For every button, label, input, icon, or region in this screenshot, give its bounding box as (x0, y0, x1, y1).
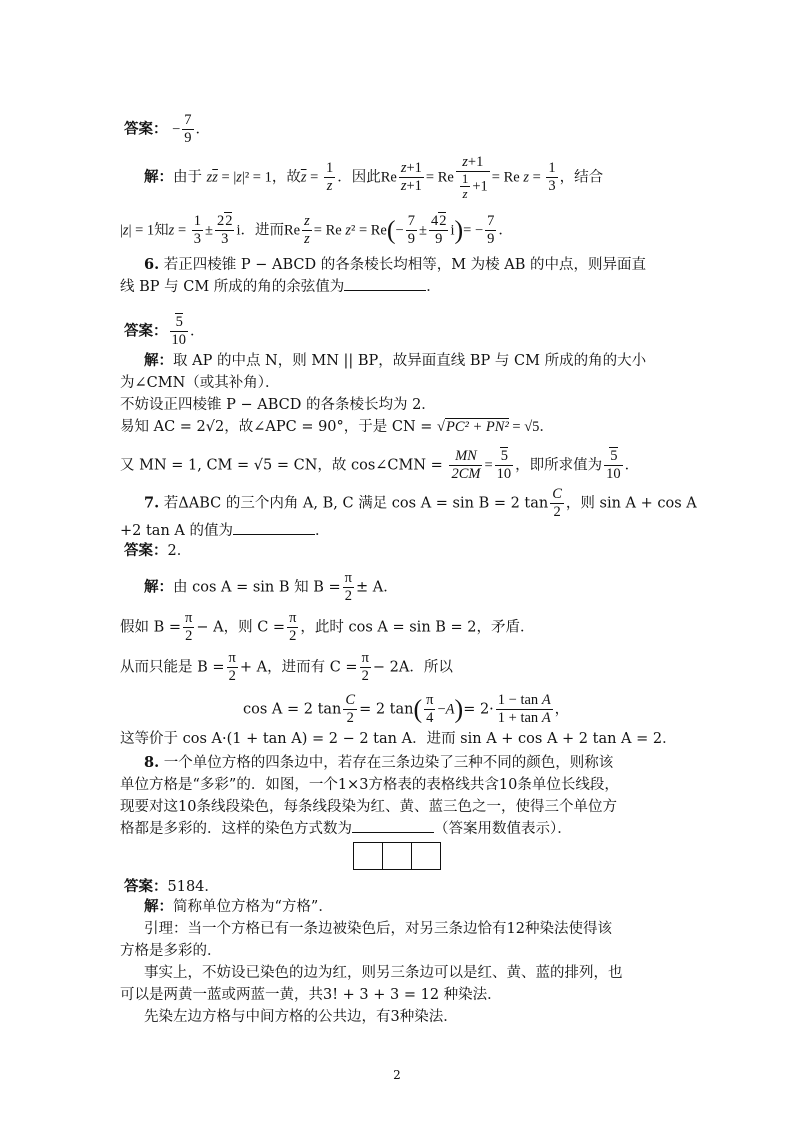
q6-answer-fraction: $\frac{5}{10}$ (171, 314, 186, 348)
answer-label: 答案： (124, 120, 168, 138)
q6-solution-line4: 易知 AC = 2√2，故∠APC = 90°，于是 CN = √PC² + PN² = √5． (120, 419, 554, 435)
q8-solution-line5: 可以是两黄一蓝或两蓝一黄，共3! + 3 + 3 = 12 种染法． (120, 987, 502, 1003)
q8-solution-line2: 引理：当一个方格已有一条边被染色后，对另三条边恰有12种染法使得该 (144, 921, 612, 937)
page-number: 2 (393, 1068, 401, 1082)
unit-square (382, 842, 412, 870)
q7-stem-line1: 7. 若ΔABC 的三个内角 A, B, C 满足 cos A = sin B = 2 tan $\frac{C}{2}$ ，则 sin A + cos A (144, 486, 697, 520)
unit-square (411, 842, 441, 870)
q7-solution-line3: 从而只能是 B = $\frac{\pi}{2}$ + A，进而有 C = $\frac{\pi}{2}$ − 2A．所以 (120, 650, 453, 684)
q7-stem-line2: +2 tan A 的值为 ． (120, 520, 329, 542)
q6-solution-line5: 又 MN = 1, CM = √5 = CN，故 cos∠CMN = $\frac{MN}{2CM}$ = $\frac{5}{10}$ ，即所求值为 $\frac{5}{10}$ ． (120, 448, 640, 482)
q6-stem-line2: 线 BP 与 CM 所成的角的余弦值为 ． (120, 276, 441, 298)
q6-answer: 答案： $\frac{5}{10}$ ． (124, 314, 205, 348)
q6-solution-line3: 不妨设正四棱锥 P − ABCD 的各条棱长均为 2． (120, 397, 436, 413)
q8-solution-line4: 事实上，不妨设已染色的边为红，则另三条边可以是红、黄、蓝的排列，也 (144, 965, 623, 981)
q7-solution-line2: 假如 B = $\frac{\pi}{2}$ − A，则 C = $\frac{\pi}{2}$ ，此时 cos A = sin B = 2，矛盾． (120, 610, 535, 644)
q5-solution-line1: 解：由于 $z\overline{z} = |z|^2 = 1$，故$\overline{z}$ = $\frac{1}{z}$ ．因此Re $\frac{z+1}{\overline{z}+1}$ = Re z+1 $\frac{1}{z}$ +1 = Re z = $\frac{1}{3}$ ，结合 (144, 154, 604, 201)
q8-stem-line1: 8. 一个单位方格的四条边中，若存在三条边染了三种不同的颜色，则称该 (144, 754, 614, 771)
q7-solution-line5: 这等价于 cos A·(1 + tan A) = 2 − 2 tan A．进而 sin A + cos A + 2 tan A = 2． (120, 731, 677, 747)
q8-stem-line3: 现要对这10条线段染色，每条线段染为红、黄、蓝三色之一，使得三个单位方 (120, 799, 617, 815)
q6-solution-line2: 为∠CMN（或其补角）． (120, 375, 280, 391)
q5-answer: 答案： − $\frac{7}{9}$ ． (124, 112, 211, 146)
answer-blank (233, 520, 315, 535)
q8-solution-line3: 方格是多彩的． (120, 943, 222, 959)
q7-answer: 答案：2． (124, 542, 192, 559)
q8-answer: 答案：5184． (124, 878, 219, 895)
q6-stem-line1: 6. 若正四棱锥 P − ABCD 的各条棱长均相等，M 为棱 AB 的中点，则异面直 (144, 256, 647, 273)
q7-equation: cos A = 2 tan $\frac{C}{2}$ = 2 tan( $\frac{\pi}{4}$ −A)= 2· $\frac{\text{1 − tan A}}{\text{1 + tan A}}$ ， (243, 692, 570, 726)
q6-solution-line1: 解：取 AP 的中点 N，则 MN || BP，故异面直线 BP 与 CM 所成的角的大小 (144, 352, 647, 369)
q8-solution-line1: 解：简称单位方格为“方格”． (144, 898, 333, 915)
grid-1x3-figure (353, 842, 441, 870)
q5-solution-line2: |z| = 1知z = $\frac{1}{3}$ ± $\frac{22}{3}$ i．进而Re $\frac{z}{z}$ = Re z² = Re(− $\frac{7}{9}$ ± $\frac{42}{9}$ i)= − $\frac{7}{9}$ ． (120, 213, 513, 247)
unit-square (353, 842, 383, 870)
answer-blank (352, 818, 434, 833)
q5-answer-fraction: $\frac{7}{9}$ (184, 112, 192, 146)
q8-stem-line4: 格都是多彩的．这样的染色方式数为 （答案用数值表示）． (120, 818, 572, 840)
q8-solution-line6: 先染左边方格与中间方格的公共边，有3种染法． (144, 1009, 458, 1025)
q8-stem-line2: 单位方格是“多彩”的．如图，一个1×3方格表的表格线共含10条单位长线段， (120, 777, 619, 793)
answer-blank (344, 276, 426, 291)
q7-solution-line1: 解：由 cos A = sin B 知 B = $\frac{\pi}{2}$ ± A． (144, 570, 398, 604)
